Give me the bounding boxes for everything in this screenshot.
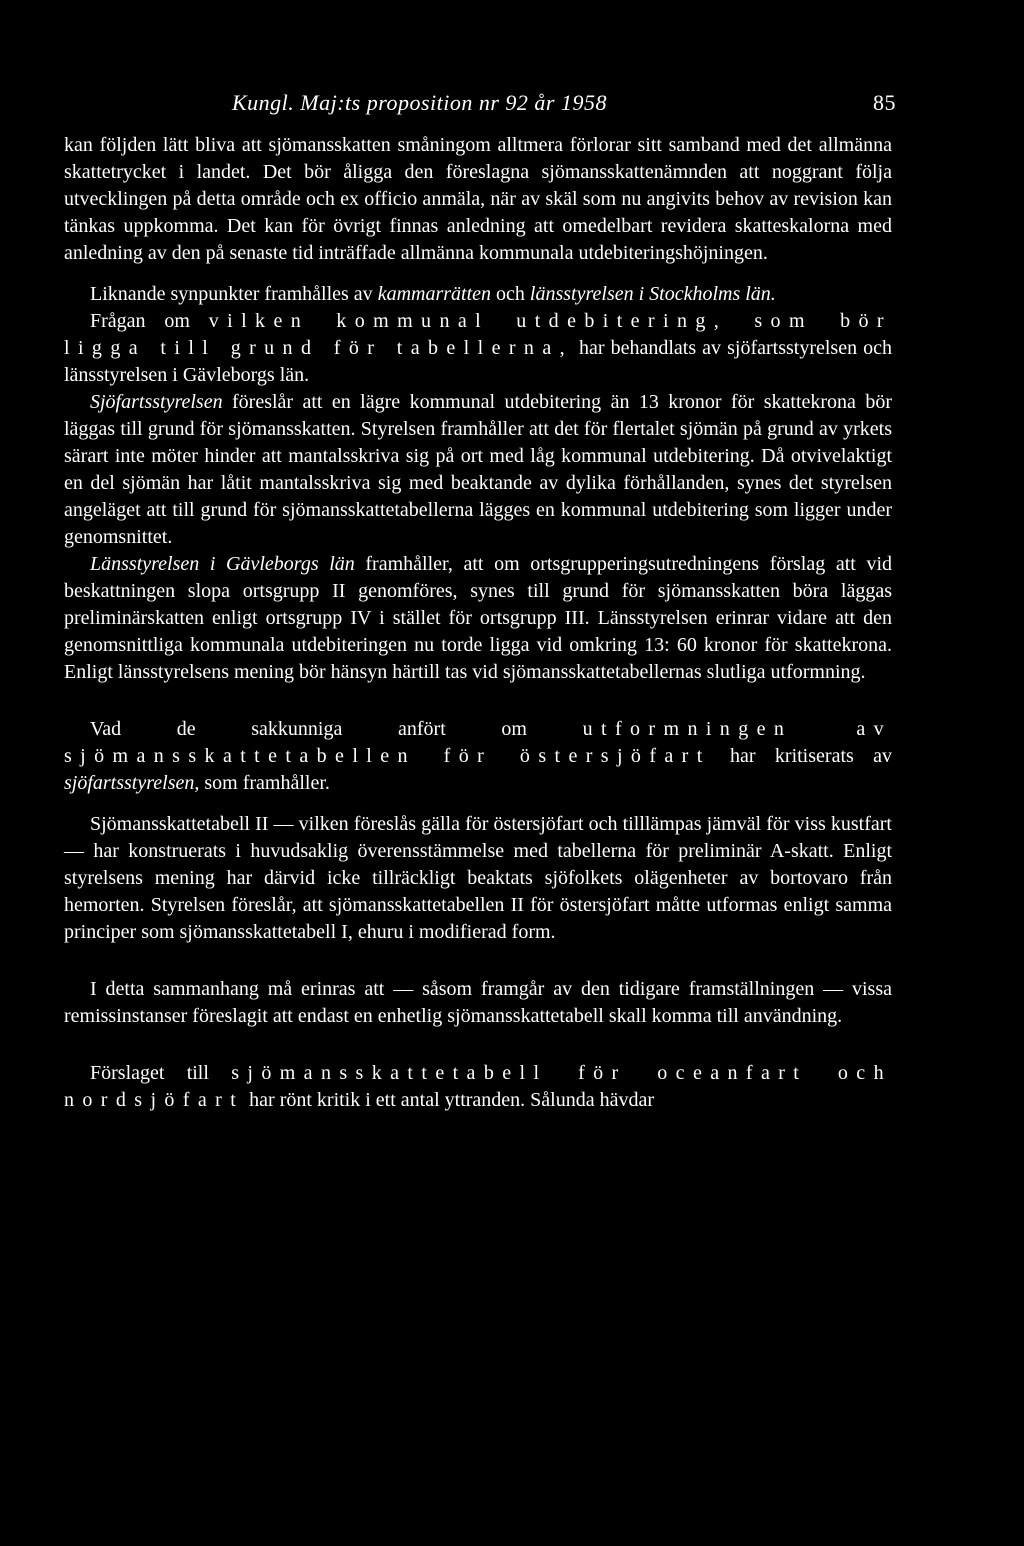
paragraph-2 (64, 281, 892, 308)
p2-text-c: och (491, 283, 530, 305)
p2-kammarratten: kammarrätten (377, 283, 492, 305)
p2-lansstyrelsen: länsstyrelsen i Stockholms län. (529, 283, 776, 305)
p4-text-b: föreslår att en lägre kommunal utdebitering än 13 kronor för skattekrona bör läggas till grund för sjömansskatten. Styrelsen framhåller att det för flertalet sjömän på grund av yrkets särart inte möter hinder att mantalsskriva sig på ort med låg kommunal utdebitering. Då otvivelaktigt en del sjömän har låtit mantalsskriva sig med beaktande av dylika förhållanden, synes det styrelsen angeläget att till grund för sjömansskattetabellerna lägges en kommunal utdebitering som ligger under genomsnittet. (64, 391, 892, 548)
paragraph-3 (64, 308, 892, 389)
page-header (232, 90, 896, 124)
paragraph-7: Sjömansskattetabell II — vilken föreslås gälla för östersjöfart och tilllämpas jämväl för viss kustfart — har konstruerats i huvudsaklig överensstämmelse med tabellerna för preliminär A-skatt. Enligt styrelsens mening har därvid icke tillräckligt beaktats sjöfolkets olägenheter av bortovaro från hemorten. Styrelsen föreslår, att sjömansskattetabellen II för östersjöfart måtte utformas enligt samma principer som sjömansskattetabell I, ehuru i modifierad form. (64, 813, 892, 943)
p5-lansstyrelsen: Länsstyrelsen i Gävleborgs län (90, 553, 355, 575)
p6-text-c: har kritiserats av (710, 745, 892, 767)
p3-text-a: Frågan om (90, 310, 209, 332)
paragraph-4 (64, 389, 892, 551)
p6-text-a: Vad de sakkunniga anfört om (90, 718, 583, 740)
paragraph-8: I detta sammanhang må erinras att — såsom framgår av den tidigare framställningen — vissa remissinstanser föreslagit att endast en enhetlig sjömansskattetabell skall komma till användning. (64, 978, 892, 1027)
running-title: Kungl. Maj:ts proposition nr 92 år 1958 (232, 90, 607, 115)
paragraph-5 (64, 551, 892, 686)
paragraph-1: kan följden lätt bliva att sjömansskatten småningom alltmera förlorar sitt samband med det allmänna skattetrycket i landet. Det bör åligga den föreslagna sjömansskattenämnden att noggrant följa utvecklingen på detta område och ex officio anmäla, när av skäl som nu angivits behov av revision kan tänkas uppkomma. Det kan för övrigt finnas anledning att omedelbart revidera skatteskalorna med anledning av den på senaste tid inträffade allmänna kommunala utdebiteringshöjningen. (64, 134, 892, 264)
p6-text-e: som framhåller. (199, 772, 330, 794)
p4-sjofartsstyrelsen: Sjöfartsstyrelsen (90, 391, 223, 413)
p9-spaced-text: sjömansskattetabell för oceanfart och nordsjöfart (64, 1062, 892, 1111)
paragraph-6 (64, 716, 892, 797)
p3-spaced-text: vilken kommunal utdebitering, som bör ligga till grund för tabellerna, (64, 310, 892, 359)
p5-text-b: framhåller, att om ortsgrupperingsutredningens förslag att vid beskattningen slopa ortsgrupp II genomföres, synes till grund för sjömansskatten böra läggas preliminärskatten enligt ortsgrupp IV i stället för ortsgrupp III. Länsstyrelsen erinrar vidare att den genomsnittliga kommunala utdebiteringen nu torde ligga vid omkring 13: 60 kronor för skattekrona. Enligt länsstyrelsens mening bör hänsyn härtill tas vid sjömansskattetabellernas slutliga utformning. (64, 553, 892, 683)
p3-text-c: har behandlats av sjöfartsstyrelsen och länsstyrelsen i Gävleborgs län. (64, 337, 892, 386)
p6-sjofartsstyrelsen: sjöfartsstyrelsen, (64, 772, 200, 794)
p9-text-a: Förslaget till (90, 1062, 232, 1084)
p9-text-c: har rönt kritik i ett antal yttranden. Sålunda hävdar (244, 1089, 655, 1111)
p2-text-a: Liknande synpunkter framhålles av (90, 283, 378, 305)
body-text (64, 132, 892, 1114)
p6-spaced-text: utformningen av sjömansskattetabellen för östersjöfart (64, 718, 892, 767)
page-number: 85 (873, 90, 896, 115)
paragraph-9 (64, 1060, 892, 1114)
